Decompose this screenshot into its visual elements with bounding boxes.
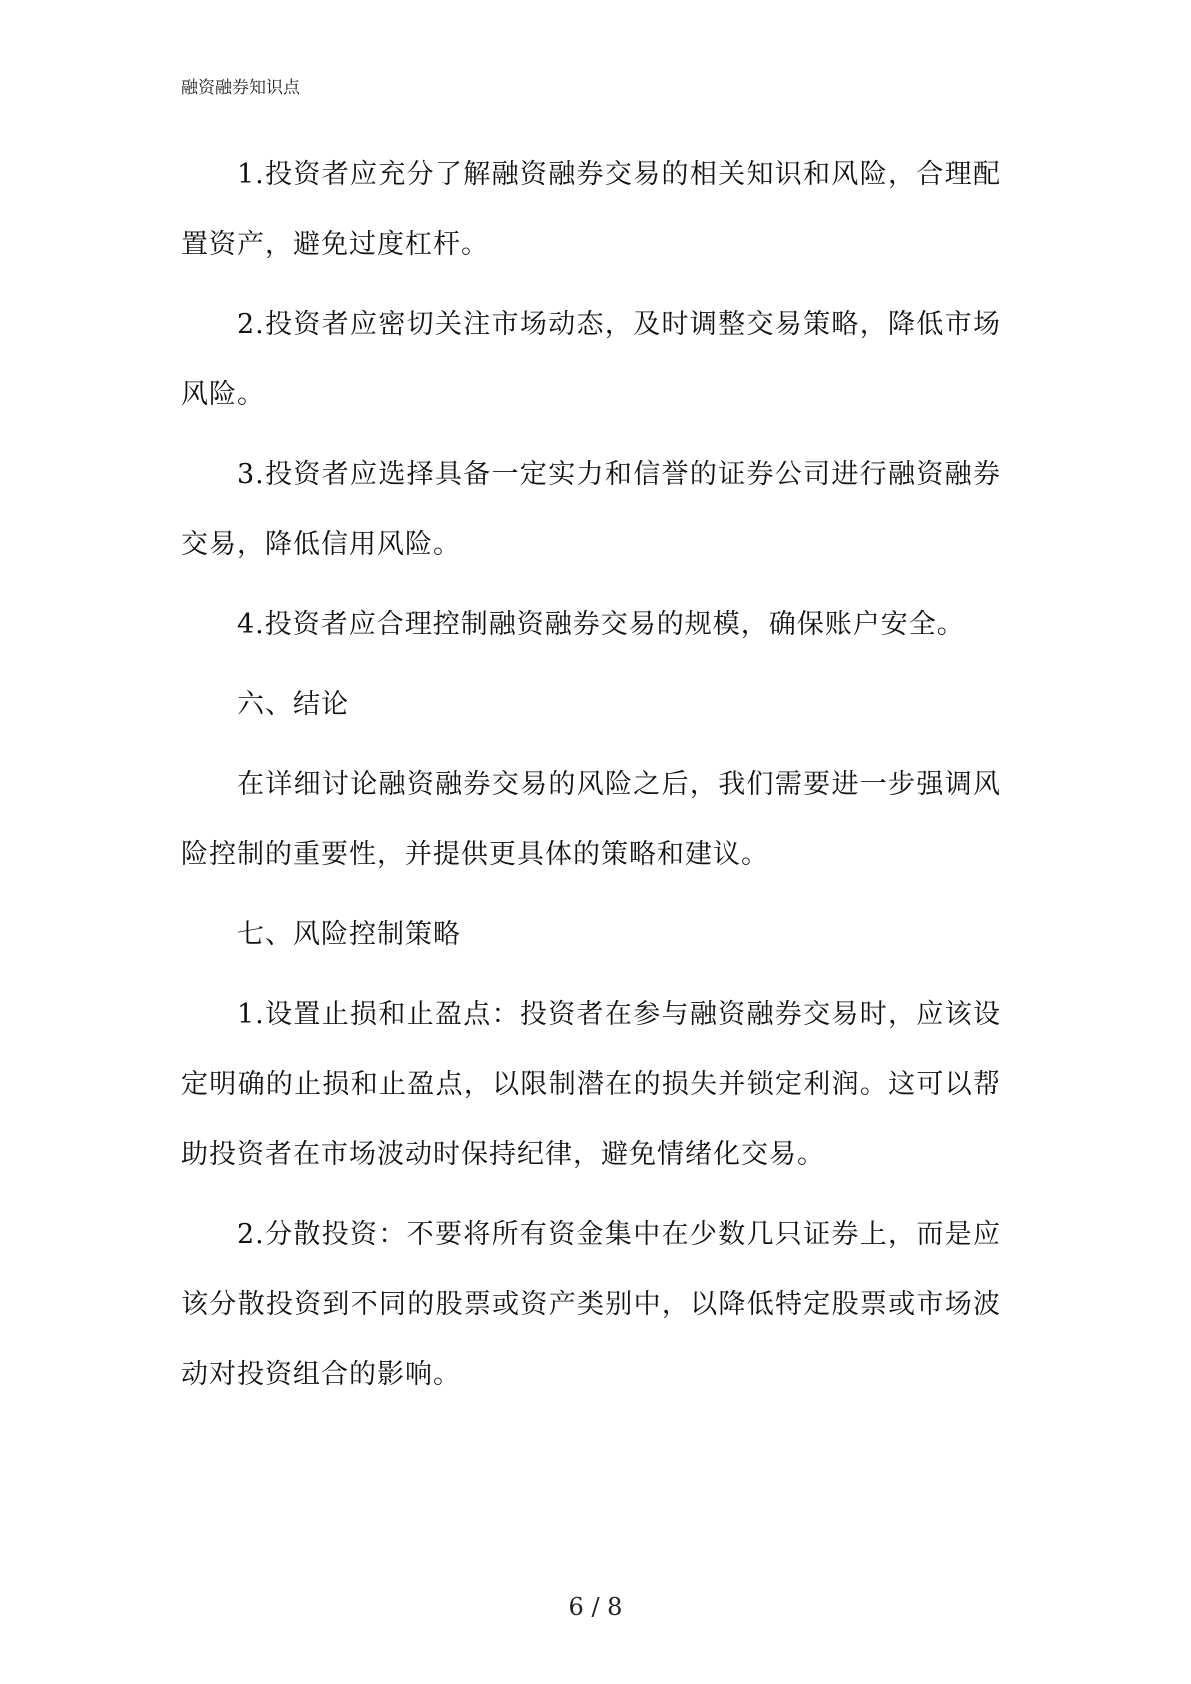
section-heading-risk-control: 七、风险控制策略 xyxy=(237,919,461,950)
document-body xyxy=(181,140,1001,1420)
paragraph-item-1: 1.投资者应充分了解融资融券交易的相关知识和风险，合理配置资产，避免过度杠杆。 xyxy=(181,159,1001,260)
page-number: 6 / 8 xyxy=(568,1593,623,1621)
paragraph-strategy-1: 1.设置止损和止盈点：投资者在参与融资融券交易时，应该设定明确的止损和止盈点，以限制潜在的损失并锁定利润。这可以帮助投资者在市场波动时保持纪律，避免情绪化交易。 xyxy=(181,999,1001,1170)
paragraph-item-3: 3.投资者应选择具备一定实力和信誉的证券公司进行融资融券交易，降低信用风险。 xyxy=(181,459,1001,560)
paragraph-item-4: 4.投资者应合理控制融资融券交易的规模，确保账户安全。 xyxy=(237,609,965,640)
section-heading-conclusion: 六、结论 xyxy=(237,689,349,720)
paragraph-item-2: 2.投资者应密切关注市场动态，及时调整交易策略，降低市场风险。 xyxy=(181,309,1001,410)
paragraph-conclusion: 在详细讨论融资融券交易的风险之后，我们需要进一步强调风险控制的重要性，并提供更具体的策略和建议。 xyxy=(181,769,1001,870)
document-header: 融资融券知识点 xyxy=(181,78,300,98)
paragraph-strategy-2: 2.分散投资：不要将所有资金集中在少数几只证券上，而是应该分散投资到不同的股票或资产类别中，以降低特定股票或市场波动对投资组合的影响。 xyxy=(181,1219,1001,1390)
